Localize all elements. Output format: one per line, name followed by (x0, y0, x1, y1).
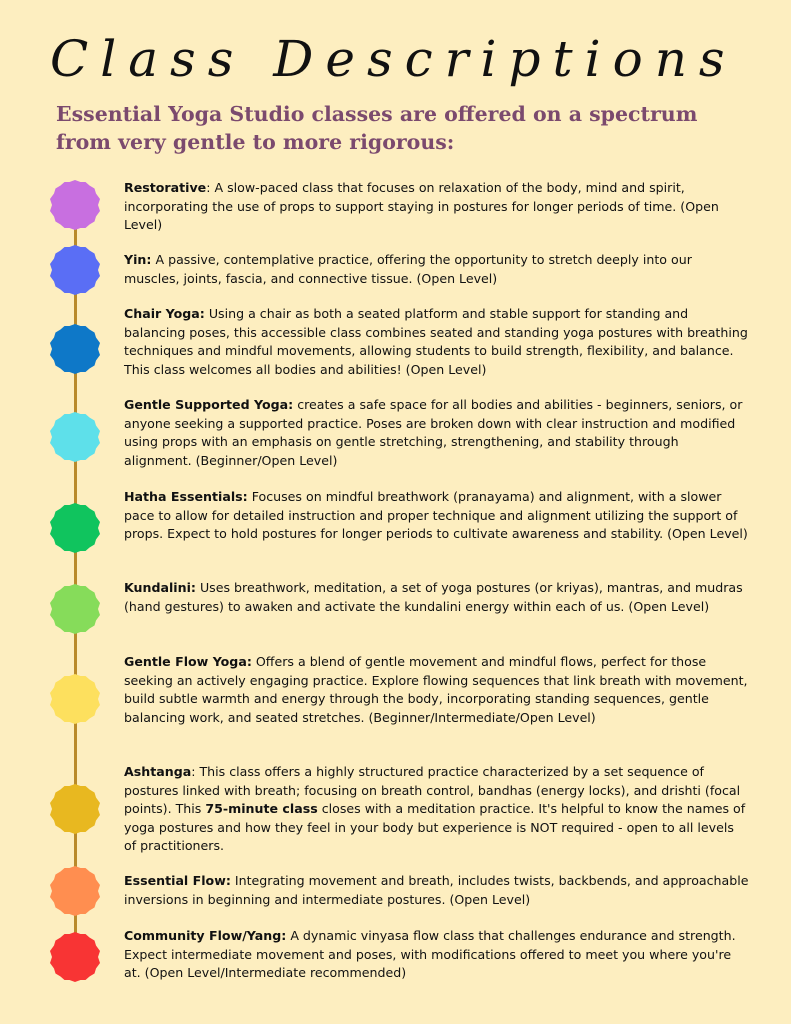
timeline-dot-restorative (50, 180, 100, 230)
class-name: Chair Yoga: (124, 306, 205, 321)
timeline-dot-gentle-flow (50, 674, 100, 724)
class-ashtanga: Ashtanga: This class offers a highly structured practice characterized by a set sequence of postures linked with breath; focusing on breath control, bandhas (energy locks), and drishti (focal points). This 75-minute class closes with a meditation practice. It's helpful to know the names of yoga postures and how they feel in your body but experience is NOT required - open to all levels of practitioners. (124, 764, 746, 854)
class-kundalini (124, 579, 749, 616)
class-text: A slow-paced class that focuses on relaxation of the body, mind and spirit, incorporating the use of props to support staying in postures for longer periods of time. (Open Level) (124, 180, 719, 233)
class-text: Integrating movement and breath, includes twists, backbends, and approachable inversions in beginning and intermediate postures. (Open Level) (124, 873, 749, 907)
class-restorative: Restorative: A slow-paced class that focuses on relaxation of the body, mind and spirit, incorporating the use of props to support staying in postures for longer periods of time. (Open Level) (124, 180, 719, 233)
class-gentle-supported (124, 396, 749, 470)
class-essential-flow (124, 872, 749, 909)
class-name: Hatha Essentials: (124, 489, 248, 504)
class-name: Essential Flow: (124, 873, 231, 888)
timeline-line (74, 200, 77, 960)
class-text: This class offers a highly structured practice characterized by a set sequence of postures linked with breath; focusing on breath control, bandhas (energy locks), and drishti (focal points). This (124, 764, 741, 817)
timeline-dot-community-flow (50, 932, 100, 982)
class-name: Gentle Supported Yoga: (124, 397, 294, 412)
class-name: Gentle Flow Yoga: (124, 654, 252, 669)
class-name: Restorative (124, 180, 207, 195)
class-name: Community Flow/Yang: (124, 928, 287, 943)
class-name: Ashtanga (124, 764, 192, 779)
class-text: Using a chair as both a seated platform and stable support for standing and balancing poses, this accessible class combines seated and standing yoga postures with breathing techniques and mindful movements, allowing students to build strength, flexibility, and balance. This class welcomes all bodies and abilities! (Open Level) (124, 306, 748, 377)
class-text: Uses breathwork, meditation, a set of yoga postures (or kriyas), mantras, and mudras (hand gestures) to awaken and activate the kundalini energy within each of us. (Open Level) (124, 580, 743, 614)
timeline-dot-gentle-supported (50, 412, 100, 462)
page-subtitle: Essential Yoga Studio classes are offered on a spectrum from very gentle to more rigorous: (56, 102, 698, 154)
class-hatha (124, 488, 749, 544)
class-text: Offers a blend of gentle movement and mindful flows, perfect for those seeking an actively engaging practice. Explore flowing sequences that link breath with movement, build subtle warmth and energy through the body, incorporating standing sequences, gentle balancing work, and seated stretches. (Beginner/Intermediate/Open Level) (124, 654, 748, 725)
timeline-dot-yin (50, 245, 100, 295)
class-text: A dynamic vinyasa flow class that challenges endurance and strength. Expect intermediate movement and poses, with modifications offered to meet you where you're at. (Open Level/Intermediate recommended) (124, 928, 736, 981)
timeline-dot-chair-yoga (50, 324, 100, 374)
class-name: Yin: (124, 252, 152, 267)
class-duration: 75-minute class (205, 801, 318, 817)
timeline-dot-kundalini (50, 584, 100, 634)
class-text: creates a safe space for all bodies and abilities - beginners, seniors, or anyone seeking a supported practice. Poses are broken down with clear instruction and modified using props with an emphasis on gentle stretching, strengthening, and stability through alignment. (Beginner/Open Level) (124, 397, 743, 468)
class-chair-yoga (124, 305, 749, 379)
class-name: Kundalini: (124, 580, 196, 595)
class-community-flow (124, 927, 749, 983)
timeline-dot-hatha (50, 503, 100, 553)
class-text: A passive, contemplative practice, offering the opportunity to stretch deeply into our muscles, joints, fascia, and connective tissue. (Open Level) (124, 252, 692, 286)
timeline-dot-essential-flow (50, 866, 100, 916)
class-text: Focuses on mindful breathwork (pranayama) and alignment, with a slower pace to allow for detailed instruction and proper technique and alignment utilizing the support of props. Expect to hold postures for longer periods to cultivate awareness and stability. (Open Level) (124, 489, 748, 542)
timeline-dot-ashtanga (50, 784, 100, 834)
class-gentle-flow (124, 653, 749, 727)
page-title: Class Descriptions (50, 30, 737, 88)
class-yin (124, 251, 749, 288)
